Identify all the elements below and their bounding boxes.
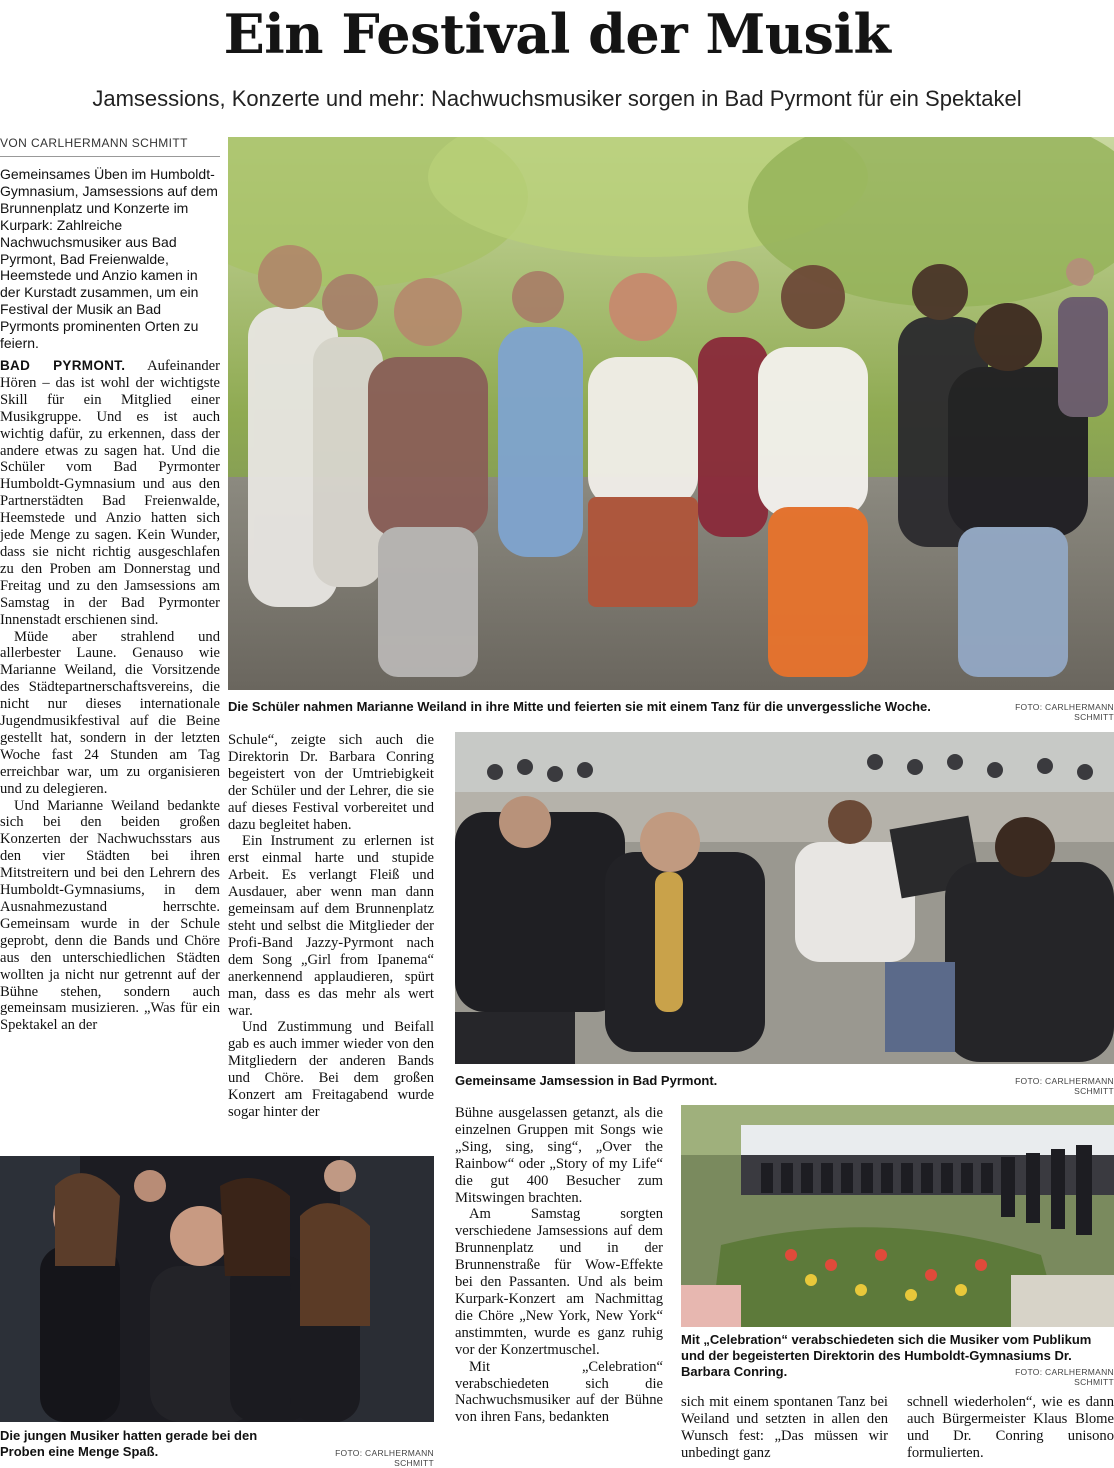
main-photo-caption: Die Schüler nahmen Marianne Weiland in ihre Mitte und feierten sie mit einem Tanz für die unvergessliche Woche.: [228, 699, 931, 714]
dance-photo-caption: Die jungen Musiker hatten gerade bei den Proben eine Menge Spaß.: [0, 1428, 258, 1459]
body-column-5: [907, 1394, 1114, 1462]
dance-photo: [0, 1156, 434, 1422]
body-paragraph: Ein Instrument zu erlernen ist erst einmal harte und stupide Arbeit. Es verlangt Fleiß und Ausdauer, aber wenn man dann gemeinsam auf dem Brunnenplatz steht und selbst die Mitglieder der Profi-Band Jazzy-Pyrmont nach dem Song „Girl from Ipanema“ anerkennend applaudieren, spürt man, dass es das mehr als wert war.: [228, 833, 434, 1019]
article-headline: Ein Festival der Musik: [223, 2, 891, 66]
byline-divider: [0, 156, 220, 157]
body-column-3: [455, 1105, 663, 1426]
body-paragraph: Bühne ausgelassen getanzt, als die einzelnen Gruppen mit Songs wie „Sing, sing, sing“, „Over the Rainbow“ oder „Story of my Life“ die gut 400 Besucher zum Mitswingen brachten.: [455, 1105, 663, 1206]
main-photo: [228, 137, 1114, 690]
jamsession-photo-caption: Gemeinsame Jamsession in Bad Pyrmont.: [455, 1073, 718, 1088]
lead-paragraph: Gemeinsames Üben im Humboldt-Gymnasium, Jamsessions auf dem Brunnenplatz und Konzerte im Kurpark: Zahlreiche Nachwuchsmusiker aus Bad Pyrmont, Bad Freienwalde, Heemstede und Anzio kamen in der Kurstadt zusammen, um ein Festival der Musik an Bad Pyrmonts prominenten Orten zu feiern.: [0, 166, 218, 352]
body-paragraph: Und Zustimmung und Beifall gab es auch immer wieder von den Mitgliedern der anderen Bands und Chöre. Bei dem großen Konzert am Freitagabend wurde sogar hinter der: [228, 1019, 434, 1120]
body-paragraph: Und Marianne Weiland bedankte sich bei den beiden großen Konzerten der Nachwuchsstars aus den vier Städten bei ihren Mitstreitern und bei den Lehrern des Humboldt-Gymnasiums, in dem Ausnahmezustand herrschte. Gemeinsam wurde in der Schule geprobt, denn die Bands und Chöre aus den unterschiedlichen Städten wollten ja nicht nur getrennt auf der Bühne stehen, sondern auch gemeinsam musizieren. „Was für ein Spektakel an der: [0, 797, 220, 1034]
body-column-4: [681, 1394, 888, 1462]
dance-photo-credit: FOTO: CARLHERMANN SCHMITT: [335, 1448, 434, 1468]
body-column-2: [228, 732, 434, 1121]
choir-photo-caption: Mit „Celebration“ verabschiedeten sich die Musiker vom Publikum und der begeisterten Direktorin des Humboldt-Gymnasiums Dr. Barbara Conring.: [681, 1332, 1092, 1379]
body-paragraph: Mit „Celebration“ verabschiedeten sich die Nachwuchsmusiker auf der Bühne von ihren Fans, bedankten: [455, 1358, 663, 1426]
article-subheadline: Jamsessions, Konzerte und mehr: Nachwuchsmusiker sorgen in Bad Pyrmont für ein Spektakel: [92, 86, 1022, 111]
jamsession-photo: [455, 732, 1114, 1064]
byline: VON CARLHERMANN SCHMITT: [0, 136, 188, 150]
body-paragraph: Müde aber strahlend und allerbester Laune. Genauso wie Marianne Weiland, die Vorsitzende des Städtepartnerschaftsvereins, die nicht nur dieses internationale Jugendmusikfestival auf die Beine gestellt hat, sondern in der letzten Woche fast 24 Stunden am Tag erreichbar war, um zu organisieren und zu delegieren.: [0, 628, 220, 797]
body-paragraph: Schule“, zeigte sich auch die Direktorin Dr. Barbara Conring begeistert von der Umtriebigkeit der Schüler und der Lehrer, die sie auf dieses Festival vorbereitet und dazu begleitet haben.: [228, 732, 434, 833]
body-paragraph: sich mit einem spontanen Tanz bei Weiland und setzten in allen den Wunsch fest: „Das müssen wir unbedingt ganz: [681, 1394, 888, 1461]
dateline: BAD PYRMONT.: [0, 358, 126, 373]
body-paragraph: [0, 358, 220, 629]
choir-photo-credit: FOTO: CARLHERMANN SCHMITT: [1015, 1367, 1114, 1387]
body-text: Aufeinander Hören – das ist wohl der wichtigste Skill für ein Mitglied einer Musikgruppe. Und es ist auch wichtig dafür, zu erkennen, dass der andere etwas zu sagen hat. Und die Schüler vom Bad Pyrmonter Humboldt-Gymnasium und aus den Partnerstädten Bad Freienwalde, Heemstede und Anzio hatten sich jede Menge zu sagen. Kein Wunder, dass sie nicht richtig ausgeschlafen zu den Proben am Donnerstag und Freitag und zu den Jamsessions am Samstag in der Bad Pyrmonter Innenstadt erschienen sind.: [0, 358, 221, 628]
main-photo-credit: FOTO: CARLHERMANN SCHMITT: [1015, 702, 1114, 722]
body-paragraph: schnell wiederholen“, wie es dann auch Bürgermeister Klaus Blome und Dr. Conring unisono formulierten.: [907, 1394, 1114, 1461]
jamsession-photo-credit: FOTO: CARLHERMANN SCHMITT: [1015, 1076, 1114, 1096]
body-column-1: [0, 358, 220, 1034]
body-paragraph: Am Samstag sorgten verschiedene Jamsessions auf dem Brunnenplatz und in der Brunnenstraße für Wow-Effekte bei den Passanten. Und als beim Kurpark-Konzert am Nachmittag die Chöre „New York, New York“ anstimmten, wurde es ganz ruhig vor der Konzertmuschel.: [455, 1206, 663, 1358]
choir-photo: [681, 1105, 1114, 1327]
